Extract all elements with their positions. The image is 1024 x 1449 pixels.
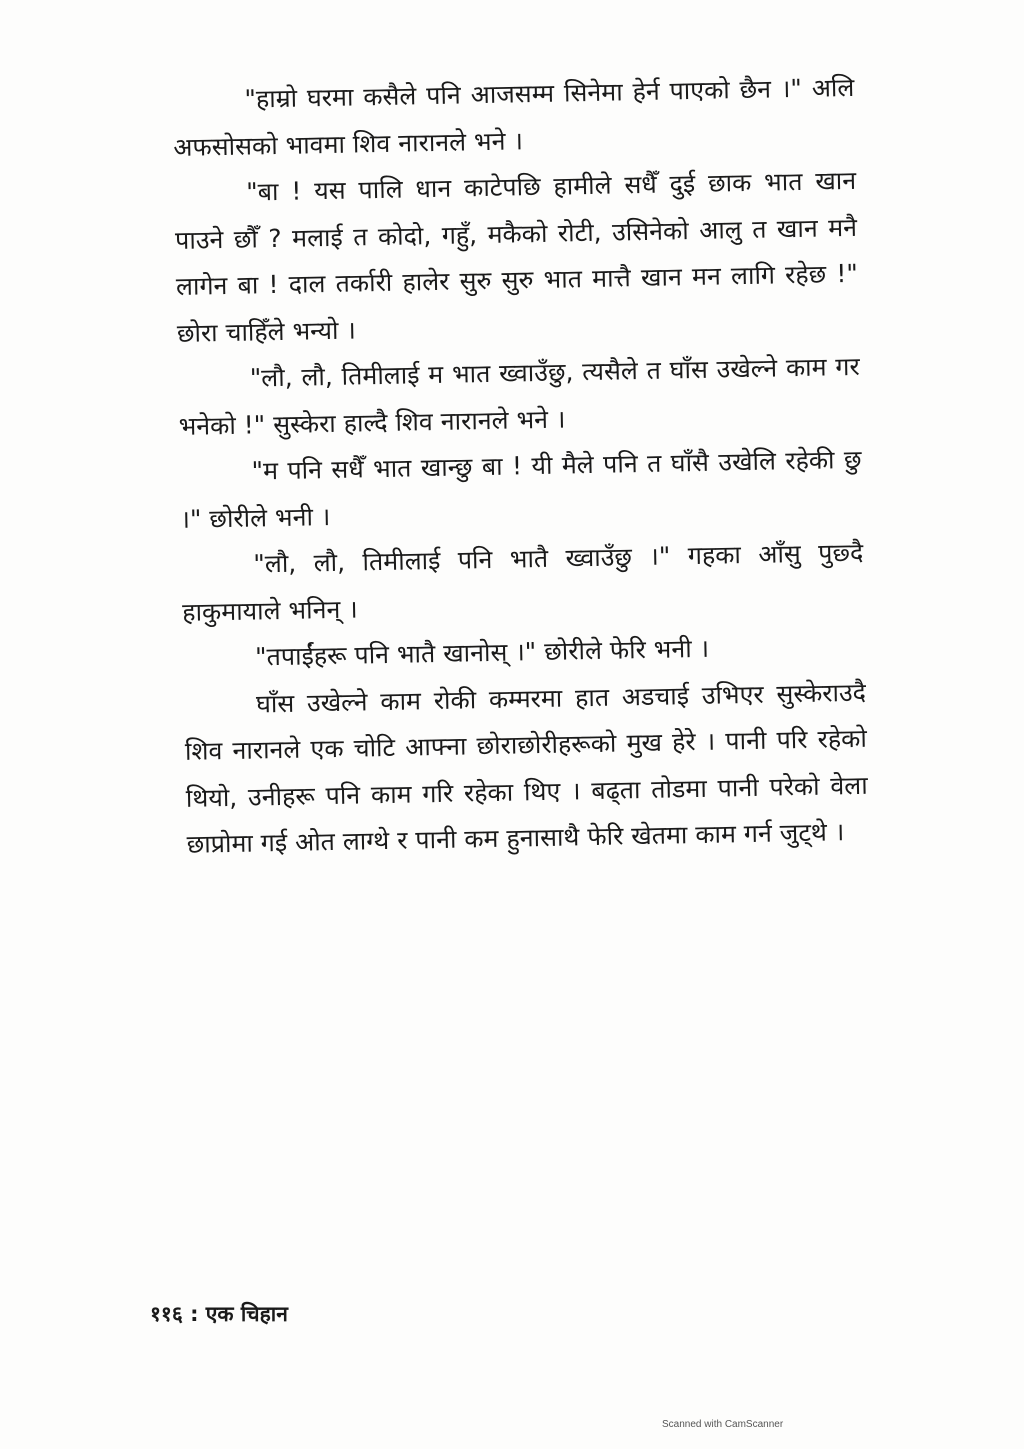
page-footer: ११६ : एक चिहान [150, 1302, 288, 1326]
scanner-watermark: Scanned with CamScanner [662, 1419, 784, 1430]
paragraph: "म पनि सधैँ भात खान्छु बा ! यी मैले पनि त घाँसै उखेलि रहेकी छु ।" छोरीले भनी । [180, 444, 862, 534]
paragraph: घाँस उखेल्ने काम रोकी कम्मरमा हात अडचाई उभिएर सुस्केराउदै शिव नारानले एक चोटि आफ्ना छोराछोरीहरूको मुख हेरे । पानी परि रहेको थियो, उनीहरू पनि काम गरि रहेका थिए । बढ्ता तोडमा पानी परेको वेला छाप्रोमा गई ओत लाग्थे र पानी कम हुनासाथै फेरि खेतमा काम गर्न जुट्थे । [184, 677, 868, 859]
paragraph: "लौ, लौ, तिमीलाई पनि भातै ख्वाउँछु ।" गहका आँसु पुछ्दै हाकुमायाले भनिन् । [181, 537, 864, 627]
paragraph: "बा ! यस पालि धान काटेपछि हामीले सधैँ दुई छाक भात खान पाउने छौँ ? मलाई त कोदो, गहुँ, मकैको रोटी, उसिनेको आलु त खान मनै लागेन बा ! दाल तर्कारी हालेर सुरु सुरु भात मात्तै खान मन लागि रहेछ !" छोरा चाहिँले भन्यो । [174, 165, 859, 348]
paragraph: "लौ, लौ, तिमीलाई म भात ख्वाउँछु, त्यसैले त घाँस उखेल्ने काम गर भनेको !" सुस्केरा हाल्दै शिव नारानले भने । [178, 351, 860, 441]
paragraph: "तपाईंहरू पनि भातै खानोस् ।" छोरीले फेरि भनी । [254, 633, 710, 672]
paragraph: "हाम्रो घरमा कसैले पनि आजसम्म सिनेमा हेर्न पाएको छैन ।" अलि अफसोसको भावमा शिव नारानले भने । [173, 72, 855, 162]
body-text [172, 65, 869, 868]
